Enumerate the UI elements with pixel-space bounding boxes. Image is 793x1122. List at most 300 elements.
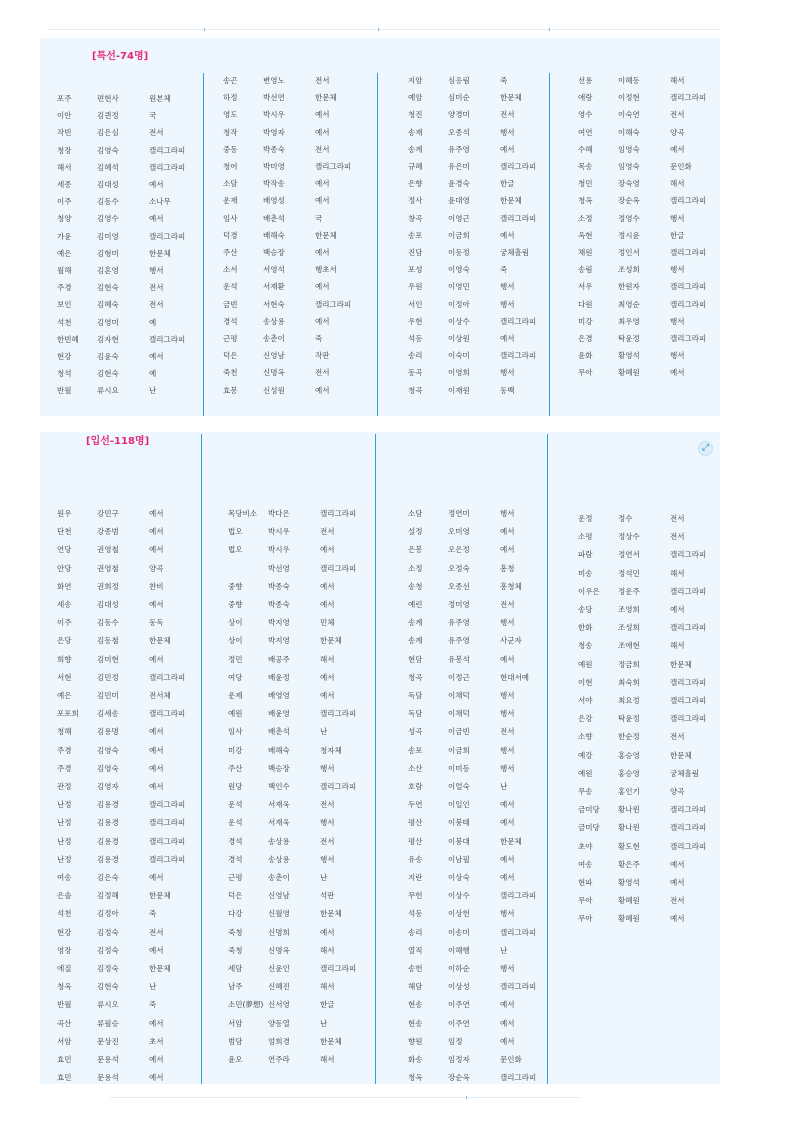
artist-name: 이재원 [448,385,470,395]
pen-name: 호람 [408,782,423,791]
artist-name: 황혜원 [618,896,640,906]
artist-name: 황혜원 [618,368,640,378]
artist-name: 신월영 [268,909,290,919]
pen-name: 가윤 [57,231,72,241]
artist-name: 정연서 [618,550,640,560]
calligraphy-style: 캘리그라피 [670,841,707,851]
artist-name: 이영민 [448,282,470,292]
pen-name: 죽청 [228,927,243,937]
pen-name: 정사 [408,196,423,206]
artist-name: 유은미 [448,162,470,171]
artist-name: 송상용 [268,854,290,864]
pen-name: 여연 [578,127,593,137]
pen-name: 소정 [578,213,593,223]
pen-name: 청곡 [408,672,423,682]
pen-name: 안당 [57,563,72,573]
pen-name: 무아 [578,896,593,906]
pen-name: 화송 [408,1055,423,1064]
artist-name: 조영희 [618,605,640,614]
artist-name: 홍승영 [618,750,640,760]
artist-name: 신윤인 [268,964,290,973]
pen-name: 관정 [57,782,72,791]
pen-name: 송리 [408,351,423,361]
pen-name: 소서 [223,265,238,275]
pen-name: 서우 [578,282,593,292]
pen-name: 덕은 [228,891,243,901]
pen-name: 무아 [578,914,593,924]
special-selection-section [40,38,720,416]
pen-name: 세담 [228,964,243,973]
calligraphy-style: 예서 [320,691,335,700]
calligraphy-style: 예서 [670,144,685,154]
calligraphy-style: 예서 [500,527,515,537]
pen-name: 무헌 [408,891,423,901]
calligraphy-style: 소나무 [149,197,171,207]
artist-name: 배해숙 [263,230,285,240]
calligraphy-style: 흥청 [500,563,515,573]
pen-name: 영수 [578,110,593,120]
artist-name: 임정 [448,1036,463,1046]
pen-name: 창곡 [408,213,423,223]
pen-name: 법오 [228,545,243,555]
pen-name: 소정 [408,563,423,573]
calligraphy-style: 예서 [670,914,685,924]
pen-name: 청옥 [57,982,72,992]
artist-name: 김용경 [97,818,119,828]
artist-name: 조애현 [618,641,640,651]
pen-name: 월해 [57,266,72,275]
calligraphy-style: 전서 [500,600,515,609]
pen-name: 은당 [57,636,72,646]
pen-name: 법오 [228,527,243,537]
calligraphy-style: 행서 [500,691,515,700]
artist-name: 김형미 [97,248,119,258]
pen-name: 성곡 [408,727,423,737]
pen-name: 송계 [408,618,423,628]
artist-name: 황도현 [618,841,640,851]
artist-name: 김세송 [97,709,119,719]
calligraphy-style: 캘리그라피 [500,162,537,171]
pen-name: 송재 [408,127,423,137]
artist-name: 김용경 [97,800,119,810]
calligraphy-style: 전서 [670,896,685,906]
calligraphy-style: 해서 [320,982,335,992]
artist-name: 김혜석 [97,162,119,172]
artist-name: 서영석 [263,265,285,275]
artist-name: 박시우 [268,545,290,555]
artist-name: 박종숙 [263,144,285,154]
calligraphy-style: 예서 [500,854,515,864]
pen-name: 단천 [57,527,72,537]
pen-name: 경석 [228,854,243,864]
pen-name: 예원 [228,709,243,719]
pen-name: 희향 [57,654,72,664]
pen-name: 이주 [57,618,72,628]
artist-name: 정연미 [448,509,470,518]
pen-name: 서암 [57,1036,72,1046]
artist-name: 이혜동 [618,76,640,85]
pen-name: 청송 [578,641,593,651]
pen-name: 송림 [578,265,593,275]
calligraphy-style: 국 [149,111,157,121]
artist-name: 윤대영 [448,196,470,206]
pen-name: 죽청 [228,945,243,955]
artist-name: 김동수 [97,197,119,207]
pen-name: 에질 [57,964,72,973]
artist-name: 이정근 [448,672,470,682]
artist-name: 신영남 [263,351,285,361]
calligraphy-style: 행초서 [315,265,337,275]
artist-name: 유주영 [448,618,470,628]
calligraphy-style: 전서 [670,732,685,742]
calligraphy-style: 사군자 [500,636,522,646]
pen-name: 송포 [408,745,423,755]
pen-name: 예은 [57,691,72,700]
calligraphy-style: 행서 [500,964,515,973]
calligraphy-style: 현대서예 [500,672,529,682]
artist-name: 류시오 [97,1000,119,1010]
calligraphy-style: 전서 [670,110,685,120]
artist-name: 윤경숙 [448,179,470,189]
calligraphy-style: 예서 [315,196,330,206]
calligraphy-style: 예서 [149,600,164,609]
artist-name: 이상수 [448,316,470,326]
artist-name: 김대성 [97,600,119,609]
artist-name: 이영근 [448,213,470,223]
pen-name: 예린 [408,600,423,609]
pen-name: 청해 [57,727,72,737]
pen-name: 은경 [578,334,593,343]
artist-name: 배해숙 [268,745,290,755]
artist-name: 이영희 [448,368,470,378]
calligraphy-style: 캘리그라피 [670,550,707,560]
calligraphy-style: 행서 [320,818,335,828]
pen-name: 예은 [57,248,72,258]
pen-name: 세종 [57,180,72,189]
artist-name: 김미영 [97,231,119,241]
artist-name: 김동수 [97,618,119,628]
artist-name: 정영수 [618,213,640,223]
pen-name: 소산 [408,763,423,773]
pen-name: 죽천 [223,368,238,378]
pen-name: 윤오 [228,1055,243,1064]
pen-name: 하정 [223,93,238,103]
artist-name: 황혜원 [618,914,640,924]
artist-name: 임영숙 [618,162,640,171]
pen-name: 향원 [408,1036,423,1046]
calligraphy-style: 예서 [315,385,330,395]
calligraphy-style: 예서 [149,873,164,882]
calligraphy-style: 한문체 [320,636,342,646]
calligraphy-style: 예서 [149,782,164,791]
calligraphy-style: 예서 [149,945,164,955]
artist-name: 이얼숙 [448,782,470,791]
calligraphy-style: 예서 [320,545,335,555]
pen-name: 여송 [578,859,593,869]
pen-name: 진담 [408,248,423,257]
artist-name: 이해행 [448,945,470,955]
top-tick [204,28,205,31]
calligraphy-style: 예 [149,369,157,379]
calligraphy-style: 궁체흘림 [500,248,529,257]
artist-name: 최영순 [618,299,640,309]
pen-name: 목당비소 [228,509,257,518]
artist-name: 김민정 [97,672,119,682]
pen-name: 서현 [57,672,72,682]
artist-name: 김정숙 [97,945,119,955]
calligraphy-style: 예서 [500,1000,515,1010]
artist-name: 유봉석 [448,654,470,664]
calligraphy-style: 캘리그라피 [149,334,186,344]
calligraphy-style: 동독 [149,618,164,628]
pen-name: 근평 [223,334,238,343]
pen-name: 무아 [578,368,593,378]
pen-name: 범담 [228,1036,243,1046]
pen-name: 동곡 [408,368,423,378]
pen-name: 세송 [57,600,72,609]
pen-name: 무송 [578,787,593,796]
artist-name: 김혼영 [97,266,119,275]
pen-name: 미강 [578,316,593,326]
section-title: [입선-118명] [86,436,150,447]
artist-name: 심미순 [448,93,470,103]
calligraphy-style: 한글 [500,179,515,189]
pen-name: 석천 [57,909,72,919]
calligraphy-style: 캘리그라피 [670,823,707,833]
calligraphy-style: 난 [500,945,508,955]
pen-name: 지암 [408,76,423,85]
artist-name: 박영자 [263,127,285,137]
calligraphy-style: 한문체 [149,248,171,258]
calligraphy-style: 예서 [320,672,335,682]
pen-name: 현강 [57,927,72,937]
artist-name: 김용경 [97,836,119,846]
pen-name: 포주 [57,94,72,103]
calligraphy-style: 캘리그라피 [149,162,186,172]
artist-name: 신명희 [268,927,290,937]
calligraphy-style: 예 [149,317,157,327]
pen-name: 청옥 [578,196,593,206]
artist-name: 김현숙 [97,982,119,992]
pen-name: 현담 [408,654,423,664]
pen-name: 중동 [223,144,238,154]
pen-name: 유송 [408,854,423,864]
pen-name: 설정 [408,527,423,537]
artist-name: 탁윤정 [618,334,640,343]
calligraphy-style: 캘리그라피 [670,93,707,103]
pen-name: 열직 [408,945,423,955]
calligraphy-style: 한글 [670,230,685,240]
artist-name: 홍인기 [618,787,640,796]
artist-name: 이숙연 [618,110,640,120]
calligraphy-style: 전서 [670,532,685,542]
pen-name: 임사 [228,727,243,737]
calligraphy-style: 캘리그라피 [670,677,707,687]
calligraphy-style: 캘리그라피 [320,563,357,573]
calligraphy-style: 캘리그라피 [500,982,537,992]
pen-name: 상이 [228,618,243,628]
artist-name: 박시우 [268,527,290,537]
expand-icon[interactable]: ⤢ [698,441,713,456]
calligraphy-style: 예서 [149,1018,164,1028]
artist-name: 권희정 [97,581,119,591]
artist-name: 이해숙 [618,127,640,137]
artist-name: 이영숙 [448,265,470,275]
calligraphy-style: 캘리그라피 [500,316,537,326]
artist-name: 정인서 [618,248,640,257]
artist-name: 정미영 [448,600,470,609]
artist-name: 홍승영 [618,768,640,778]
artist-name: 이남필 [448,854,470,864]
calligraphy-style: 찬비 [149,581,164,591]
calligraphy-style: 행서 [320,763,335,773]
artist-name: 김은숙 [97,873,119,882]
calligraphy-style: 행서 [500,763,515,773]
pen-name: 은솔 [57,891,72,901]
artist-name: 유주영 [448,144,470,154]
calligraphy-style: 캘리그라피 [149,709,186,719]
calligraphy-style: 캘리그라피 [670,248,707,257]
pen-name: 평산 [408,818,423,828]
artist-name: 배영성 [263,196,285,206]
calligraphy-style: 난 [500,782,508,791]
pen-name: 남주 [228,982,243,992]
artist-name: 이미동 [448,763,470,773]
pen-name: 소향 [578,732,593,742]
calligraphy-style: 한문체 [149,964,171,973]
pen-name: 서암 [228,1018,243,1028]
calligraphy-style: 캘리그라피 [670,805,707,815]
calligraphy-style: 동백 [500,385,515,395]
pen-name: 은향 [408,179,423,189]
top-tick [378,28,379,31]
artist-name: 김용명 [97,727,119,737]
calligraphy-style: 문인화 [500,1055,522,1064]
pen-name: 다강 [228,909,243,919]
pen-name: 예강 [578,750,593,760]
artist-name: 신명옥 [263,368,285,378]
artist-name: 탁윤정 [618,714,640,724]
calligraphy-style: 캘리그라피 [320,709,357,719]
calligraphy-style: 죽 [500,265,508,275]
calligraphy-style: 난 [149,386,157,396]
calligraphy-style: 전서 [149,283,164,293]
pen-name: 덕은 [223,351,238,361]
top-rule [48,29,720,30]
pen-name: 금미당 [578,823,600,833]
calligraphy-style: 한글 [320,1000,335,1010]
artist-name: 김민미 [97,691,119,700]
artist-name: 황나윈 [618,823,640,833]
calligraphy-style: 행서 [320,854,335,864]
calligraphy-style: 캘리그라피 [500,927,537,937]
calligraphy-style: 캘리그라피 [320,509,357,518]
pen-name: 수혜 [578,144,593,154]
calligraphy-style: 난 [320,873,328,882]
calligraphy-style: 한문체 [149,636,171,646]
artist-name: 정시윤 [618,230,640,240]
pen-name: 반월 [57,386,72,396]
pen-name: 송계 [408,144,423,154]
pen-name: 정민 [228,654,243,664]
calligraphy-style: 예서 [149,527,164,537]
artist-name: 이정아 [448,299,470,309]
artist-name: 서현숙 [263,299,285,309]
calligraphy-style: 한문체 [500,196,522,206]
pen-name: 난정 [57,836,72,846]
pen-name: 운석 [228,818,243,828]
pen-name: 운석 [228,800,243,810]
artist-name: 이채덕 [448,691,470,700]
calligraphy-style: 한문체 [670,750,692,760]
artist-name: 이동정 [448,248,470,257]
pen-name: 중향 [228,600,243,609]
artist-name: 정석민 [618,568,640,578]
pen-name: 금빈 [223,299,238,309]
calligraphy-style: 행서 [500,618,515,628]
artist-name: 변영노 [263,76,285,85]
calligraphy-style: 행서 [670,316,685,326]
artist-name: 배춘석 [263,213,285,223]
artist-name: 박지영 [268,636,290,646]
calligraphy-style: 행서 [670,213,685,223]
pen-name: 현송 [408,1000,423,1010]
artist-name: 김정아 [97,909,119,919]
artist-name: 신서영 [268,1000,290,1010]
pen-name: 독담 [408,691,423,700]
artist-name: 한순정 [618,732,640,742]
pen-name: 난정 [57,854,72,864]
calligraphy-style: 전서 [320,800,335,810]
pen-name: 한빈혜 [57,334,79,344]
calligraphy-style: 한문체 [320,909,342,919]
pen-name: 덕경 [223,230,238,240]
artist-name: 이주연 [448,1000,470,1010]
pen-name: 송청 [408,581,423,591]
calligraphy-style: 캘리그라피 [670,196,707,206]
artist-name: 김영수 [97,214,119,224]
artist-name: 김정숙 [97,964,119,973]
pen-name: 청작 [223,127,238,137]
pen-name: 다원 [578,299,593,309]
calligraphy-style: 예서 [149,509,164,518]
pen-name: 한화 [578,623,593,633]
artist-name: 송춘이 [268,873,290,882]
artist-name: 김영미 [97,317,119,327]
pen-name: 지란 [408,873,423,882]
artist-name: 서재환 [263,282,285,292]
artist-name: 이주연 [448,1018,470,1028]
artist-name: 조성희 [618,623,640,633]
calligraphy-style: 캘리그라피 [670,714,707,724]
artist-name: 오정숙 [448,563,470,573]
pen-name: 운제 [228,691,243,700]
pen-name: 청어 [223,162,238,171]
artist-name: 이정현 [618,93,640,103]
artist-name: 이상숙 [448,873,470,882]
artist-name: 조성희 [618,265,640,275]
pen-name: 예원 [578,659,593,669]
artist-name: 이송미 [448,927,470,937]
calligraphy-style: 캘리그라피 [670,334,707,343]
calligraphy-style: 행서 [500,745,515,755]
artist-name: 오미영 [448,527,470,537]
calligraphy-style: 예서 [315,110,330,120]
calligraphy-style: 행서 [670,351,685,361]
calligraphy-style: 민체 [320,618,335,628]
artist-name: 임정자 [448,1055,470,1064]
artist-name: 오종석 [448,127,470,137]
